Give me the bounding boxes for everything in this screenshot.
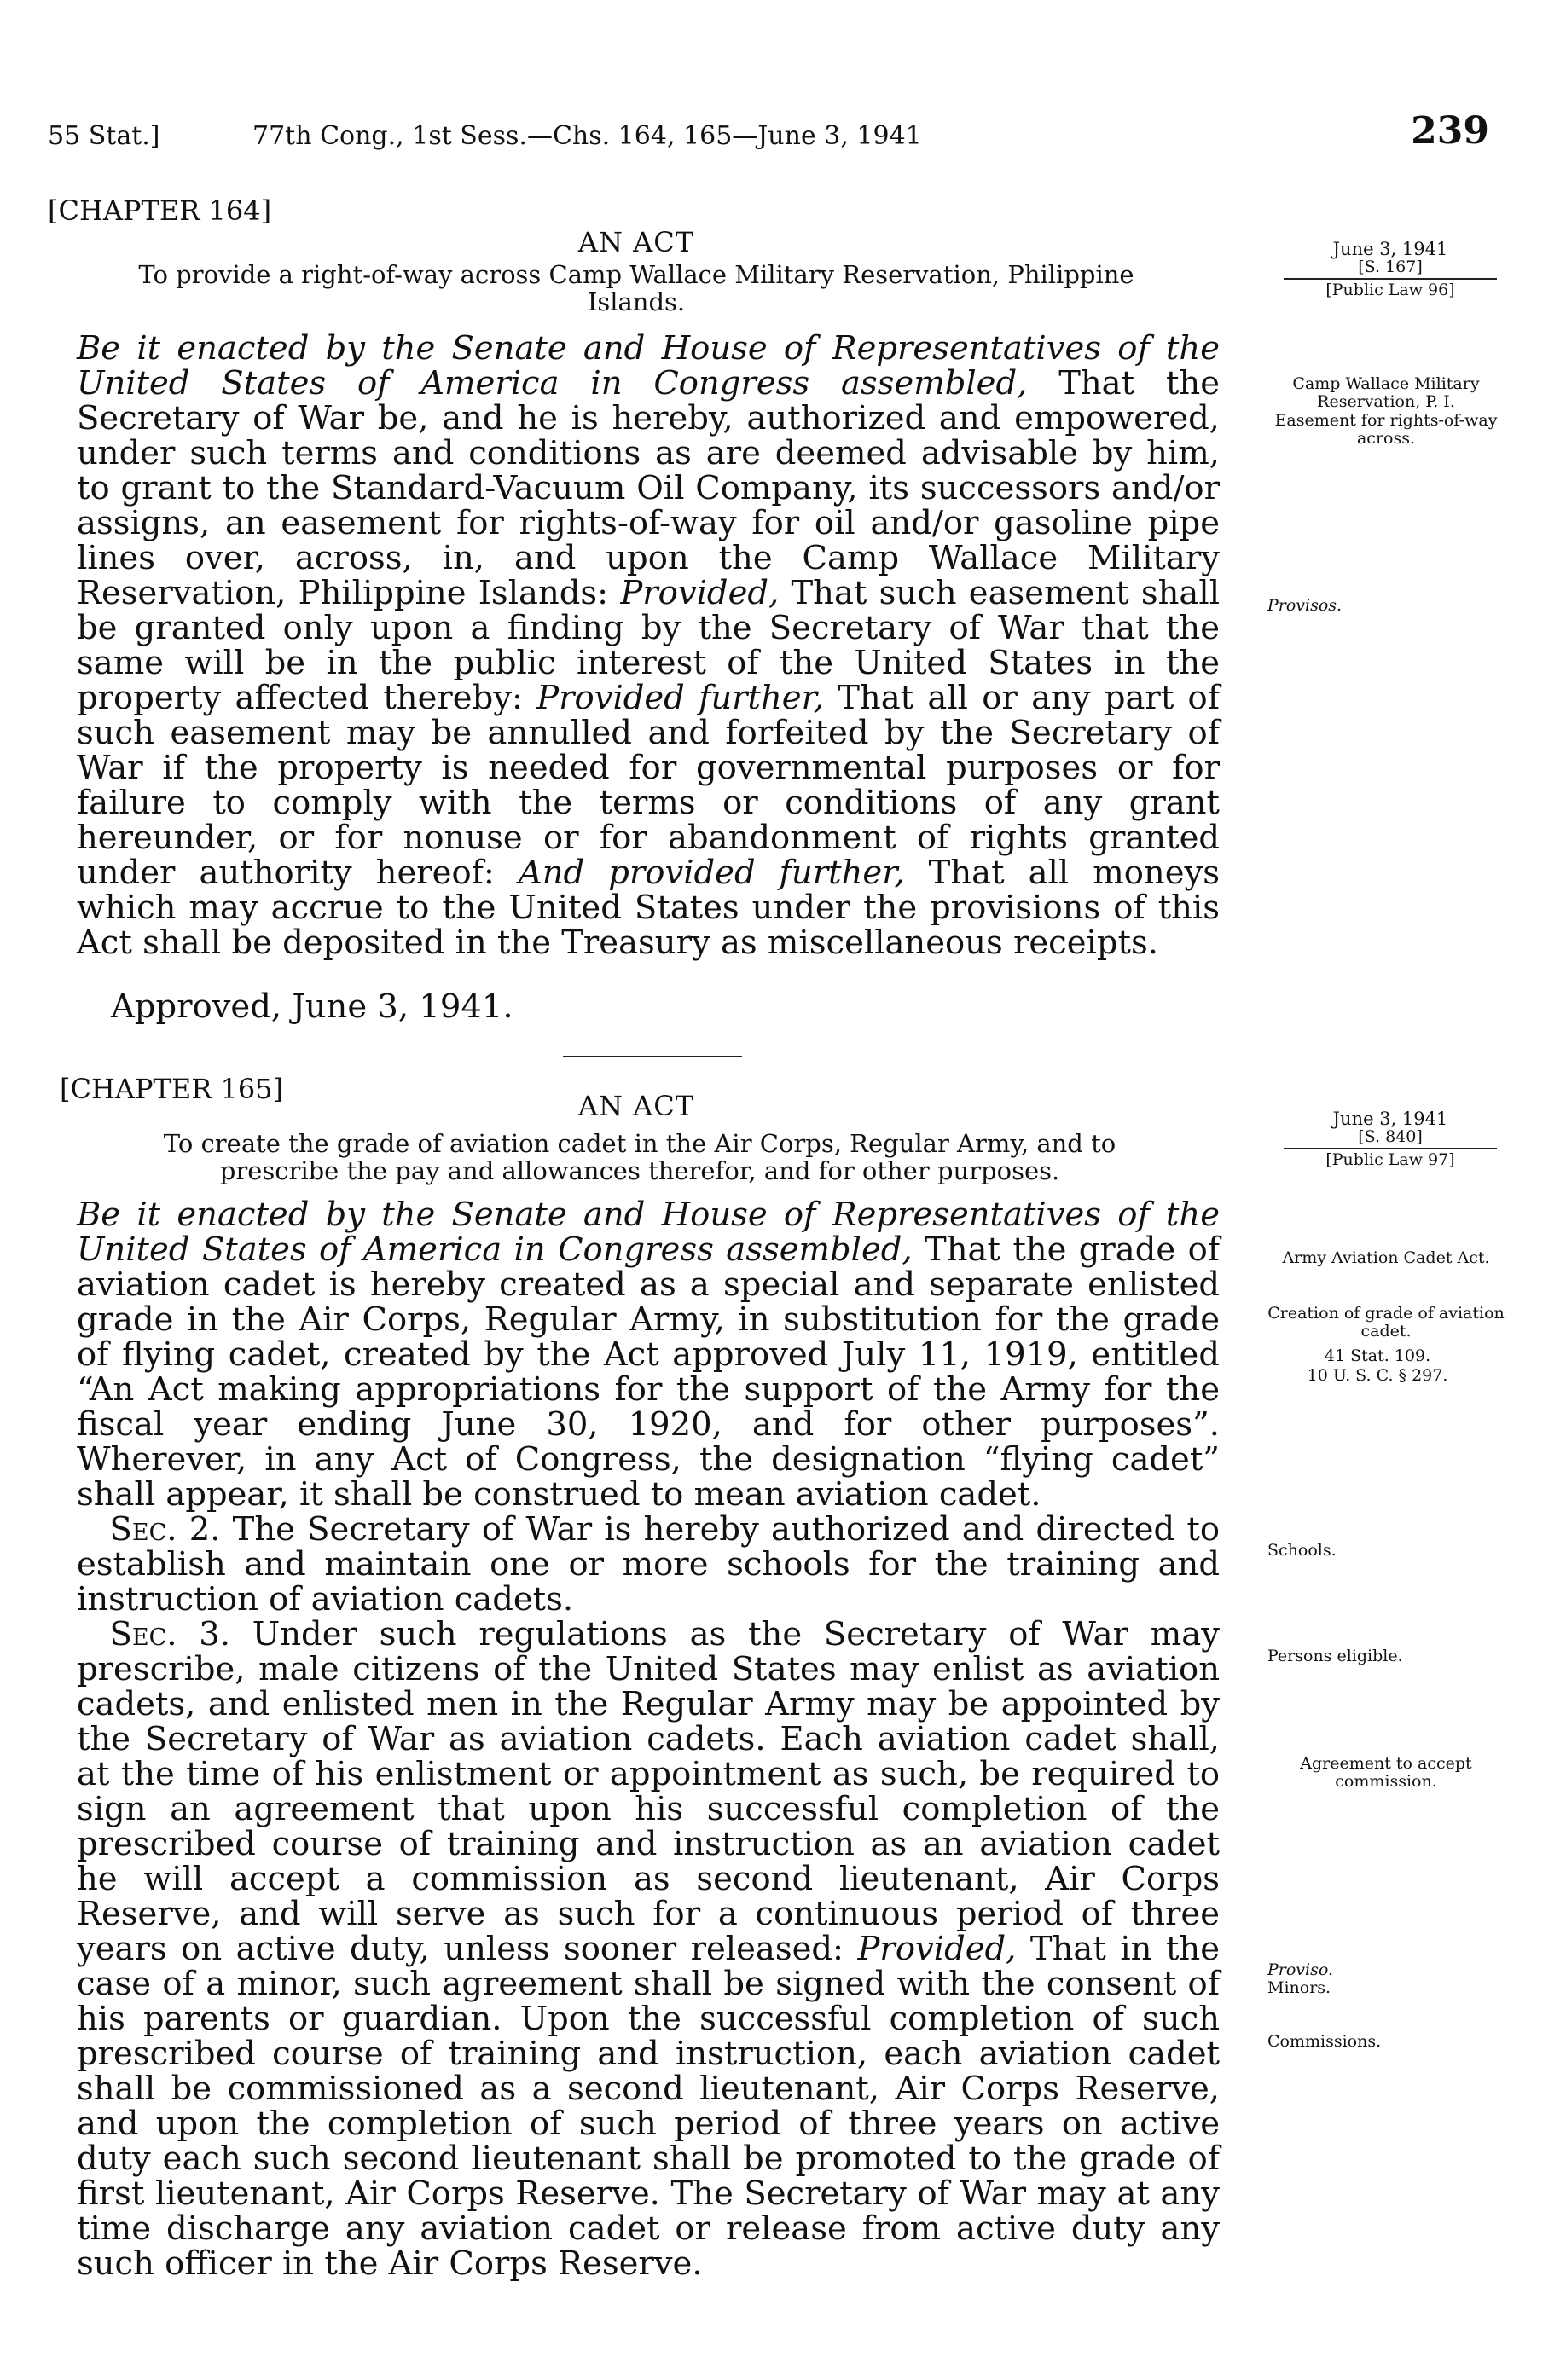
enacting-clause-164: Be it enacted by the Senate and House of Representatives of the United States of America in Congress assembled, (77, 329, 1220, 402)
chapter-165-heading: [CHAPTER 165] (60, 1073, 284, 1105)
margin-note-usc-ref: 10 U. S. C. § 297. (1307, 1366, 1448, 1385)
approval-line-164: Approved, June 3, 1941. (111, 987, 513, 1026)
margin-note-agreement: Agreement to accept commission. (1300, 1754, 1472, 1791)
margin-bill-info-165 (1284, 1110, 1497, 1169)
margin-note-easement: Easement for rights-of-way across. (1274, 411, 1498, 448)
public-law-164: [Public Law 96] (1325, 281, 1455, 299)
act-title-164 (48, 261, 1225, 316)
margin-divider-164 (1284, 278, 1497, 280)
enacting-clause-165: Be it enacted by the Senate and House of Representatives of the United States of America in Congress assembled, (77, 1196, 1220, 1269)
section-divider (563, 1056, 742, 1057)
act-164-body (77, 331, 1220, 960)
act-heading-164: AN ACT (577, 226, 695, 258)
page-number: 239 (1411, 109, 1489, 153)
act-165-body (77, 1197, 1220, 2281)
margin-note-camp-wallace: Camp Wallace Military Reservation, P. I. (1292, 374, 1480, 411)
margin-note-minors: Minors. (1267, 1978, 1331, 1997)
act-165-section-3: Sec. 3. Under such regulations as the Secretary of War may prescribe, male citizens of the United States may enlist as aviation cadets, and enlisted men in the Regular Army may be appointed by the Secretary of War as aviation cadets. Each aviation cadet shall, at the time of his enlistment or appointment as such, be required to sign an agreement that upon his successful completion of the prescribed course of training and instruction as an aviation cadet he will accept a commission as second lieutenant, Air Corps Reserve, and will serve as such for a continuous period of three years on active duty, unless sooner released: Provided, That in the case of a minor, such agreement shall be signed with the consent of his parents or guardian. Upon the successful completion of such prescribed course of training and instruction, each aviation cadet shall be commissioned as a second lieutenant, Air Corps Reserve, and upon the completion of such period of three years on active duty each such second lieutenant shall be promoted to the grade of first lieutenant, Air Corps Reserve. The Secretary of War may at any time discharge any aviation cadet or release from active duty any such officer in the Air Corps Reserve. (77, 1615, 1221, 2283)
margin-note-proviso: Proviso. (1267, 1960, 1334, 1979)
margin-note-persons-eligible: Persons eligible. (1267, 1647, 1403, 1665)
senate-bill-164: [S. 167] (1358, 258, 1423, 276)
act-title-165-line1: To create the grade of aviation cadet in the Air Corps, Regular Army, and to (163, 1129, 1116, 1158)
act-title-165-line2: prescribe the pay and allowances therefor, and for other purposes. (219, 1156, 1060, 1185)
section-3-label: Sec. 3. (109, 1615, 231, 1653)
margin-note-schools: Schools. (1267, 1541, 1337, 1560)
margin-note-provisos: Provisos. (1267, 596, 1343, 615)
session-line: 77th Cong., 1st Sess.—Chs. 164, 165—June 3, 1941 (252, 121, 922, 151)
running-header (48, 109, 1489, 160)
act-heading-165: AN ACT (577, 1090, 695, 1122)
margin-note-stat-ref: 41 Stat. 109. (1324, 1346, 1431, 1365)
margin-note-commissions: Commissions. (1267, 2032, 1382, 2051)
act-title-165 (51, 1130, 1228, 1184)
act-165-section-2: Sec. 2. The Secretary of War is hereby authorized and directed to establish and maintain one or more schools for the training and instruction of aviation cadets. (77, 1510, 1221, 1619)
enactment-date-164: June 3, 1941 (1332, 239, 1448, 259)
margin-divider-165 (1284, 1148, 1497, 1149)
enactment-date-165: June 3, 1941 (1332, 1109, 1448, 1129)
margin-note-army-aviation-cadet-act: Army Aviation Cadet Act. (1282, 1248, 1490, 1267)
chapter-164-heading: [CHAPTER 164] (48, 194, 272, 227)
margin-bill-info-164 (1284, 240, 1497, 299)
act-title-164-line2: Islands. (587, 287, 686, 316)
section-2-label: Sec. 2. (109, 1510, 221, 1549)
act-164-paragraph: Be it enacted by the Senate and House of Representatives of the United States of America in Congress assembled, That the Secretary of War be, and he is hereby, authorized and empowered, under such terms and conditions as are deemed advisable by him, to grant to the Standard-Vacuum Oil Company, its successors and/or assigns, an easement for rights-of-way for oil and/or gasoline pipe lines over, across, in, and upon the Camp Wallace Military Reservation, Philippine Islands: Provided, That such easement shall be granted only upon a finding by the Secretary of War that the same will be in the public interest of the United States in the property affected thereby: Provided further, That all or any part of such easement may be annulled and forfeited by the Secretary of War if the property is needed for governmental purposes or for failure to comply with the terms or conditions of any grant hereunder, or for nonuse or for abandonment of rights granted under authority hereof: And provided further, That all moneys which may accrue to the United States under the provisions of this Act shall be deposited in the Treasury as miscellaneous receipts. (77, 329, 1221, 962)
margin-note-creation: Creation of grade of aviation cadet. (1267, 1304, 1505, 1341)
senate-bill-165: [S. 840] (1358, 1127, 1423, 1146)
statute-volume-ref: 55 Stat.] (48, 121, 160, 151)
act-165-section-1: Be it enacted by the Senate and House of Representatives of the United States of America in Congress assembled, That the grade of aviation cadet is hereby created as a special and separate enlisted grade in the Air Corps, Regular Army, in substitution for the grade of flying cadet, created by the Act approved July 11, 1919, entitled “An Act making appropriations for the support of the Army for the fiscal year ending June 30, 1920, and for other purposes”. Wherever, in any Act of Congress, the designation “flying cadet” shall appear, it shall be construed to mean aviation cadet. (77, 1196, 1221, 1514)
public-law-165: [Public Law 97] (1325, 1150, 1455, 1169)
act-title-164-line1: To provide a right-of-way across Camp Wallace Military Reservation, Philippine (138, 260, 1134, 289)
